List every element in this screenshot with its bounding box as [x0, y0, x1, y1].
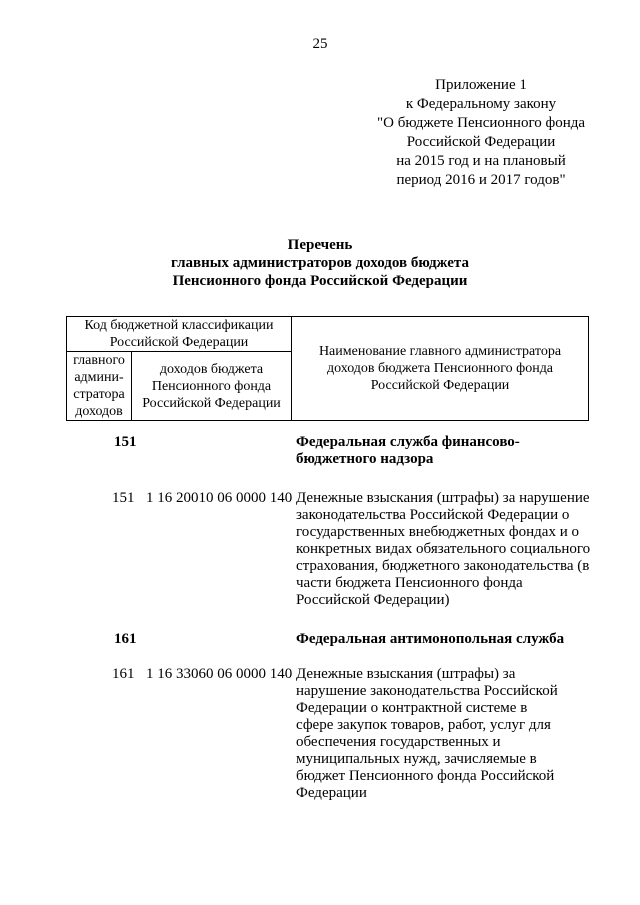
table-row — [0, 490, 640, 609]
header-code-group: Код бюджетной классификации Российской Федерации — [67, 317, 292, 352]
row-admin-code: 151 — [112, 490, 135, 506]
row-income-code: 1 16 33060 06 0000 140 — [146, 666, 293, 682]
row-income-code: 1 16 20010 06 0000 140 — [146, 490, 293, 506]
row-admin-code: 161 — [112, 666, 135, 682]
document-title — [0, 236, 640, 290]
table-header — [66, 316, 589, 421]
appendix-block — [356, 76, 606, 190]
header-admin-col: главного админи-стратора доходов — [67, 352, 132, 421]
page-number: 25 — [312, 36, 328, 52]
appendix-line: на 2015 год и на плановый — [396, 153, 566, 169]
table-row — [0, 631, 640, 648]
appendix-line: Российской Федерации — [406, 134, 556, 150]
appendix-line: Приложение 1 — [435, 77, 527, 93]
title-line: Перечень — [287, 237, 353, 253]
title-line: главных администраторов доходов бюджета — [171, 255, 469, 271]
title-line: Пенсионного фонда Российской Федерации — [172, 273, 468, 289]
header-income-col: доходов бюджета Пенсионного фонда Российской Федерации — [132, 352, 292, 421]
row-name: Федеральная служба финансово-бюджетного надзора — [296, 434, 520, 467]
row-name: Денежные взыскания (штрафы) за нарушение законодательства Российской Федерации о контрактной системе в сфере закупок товаров, работ, услуг для обеспечения государственных и муниципальных нужд, зачисляемые в бюджет Пенсионного фонда Российской Федерации — [296, 666, 558, 801]
table-row — [0, 666, 640, 802]
table-row — [0, 434, 640, 468]
appendix-line: к Федеральному закону — [405, 96, 557, 112]
row-name: Федеральная антимонопольная служба — [296, 631, 565, 647]
row-name: Денежные взыскания (штрафы) за нарушение законодательства Российской Федерации о государственных внебюджетных фондах и о конкретных видах обязательного социального страхования, бюджетного законодательства (в части бюджета Пенсионного фонда Российской Федерации) — [296, 490, 591, 608]
appendix-line: "О бюджете Пенсионного фонда — [376, 115, 586, 131]
row-admin-code: 151 — [114, 434, 137, 450]
appendix-line: период 2016 и 2017 годов" — [396, 172, 566, 188]
rows-list — [0, 434, 640, 819]
row-admin-code: 161 — [114, 631, 137, 647]
header-name-col: Наименование главного администратора доходов бюджета Пенсионного фонда Российской Федерации — [292, 317, 589, 421]
